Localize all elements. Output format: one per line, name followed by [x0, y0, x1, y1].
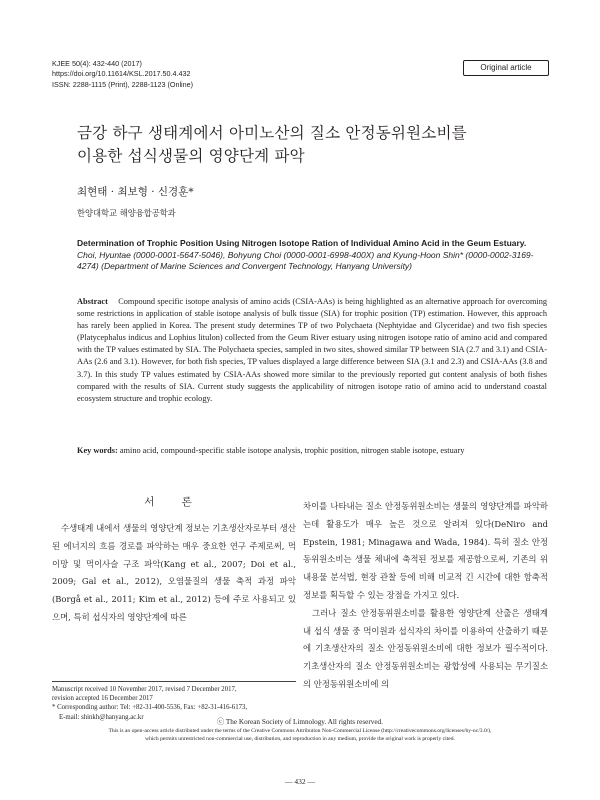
- korean-title: [77, 122, 537, 168]
- korean-authors: 최현태 · 최보형 · 신경훈*: [77, 186, 194, 198]
- doi-link[interactable]: https://doi.org/10.11614/KSL.2017.50.4.432: [52, 69, 191, 79]
- copyright-block: [52, 717, 548, 743]
- issn-line: ISSN: 2288-1115 (Print), 2288-1123 (Online): [52, 79, 194, 89]
- body-paragraph: 수생태계 내에서 생물의 영양단계 정보는 기초생산자로부터 생산된 에너지의 흐름 경로를 파악하는 매우 중요한 연구 주제로써, 먹이망 및 먹이사슬 구조 파악(Kang et al., 2007; Doi et al., 2009; Gal et al., 2012), 오염물질의 생물 축적 과정 파악(Borgå et al., 2011; Kim et al., 2012) 등에 주로 사용되고 있으며, 특히 섭식자의 영양단계에 따른: [52, 523, 296, 622]
- keywords-text: amino acid, compound-specific stable isotope analysis, trophic position, nitrogen stable isotope, estuary: [119, 446, 465, 455]
- body-right-column: [303, 498, 548, 694]
- english-affiliation: (Department of Marine Sciences and Convergent Technology, Hanyang University): [101, 261, 413, 271]
- copyright-notice: ⓒ The Korean Society of Limnology. All rights reserved.: [217, 718, 383, 726]
- license-text-line-2: which permits unrestricted non-commercial use, distribution, and reproduction in any medium, provide the original work is properly cited.: [145, 736, 455, 742]
- english-title: Determination of Trophic Position Using Nitrogen Isotope Ration of Individual Amino Acid in the Geum Estuary.: [77, 238, 527, 248]
- page-number: — 432 —: [285, 777, 315, 786]
- corresponding-author: * Corresponding author: Tel: +82-31-400-5536, Fax: +82-31-416-6173,: [52, 704, 248, 712]
- abstract-label: Abstract: [77, 297, 108, 306]
- english-title-block: [77, 238, 547, 273]
- english-authors: Choi, Hyuntae (0000-0001-5647-5046), Bohyung Choi (0000-0001-6998-400X) and Kyung-Hoon Shin* (0000-0002-3169-4274): [77, 249, 534, 271]
- article-type-badge: Original article: [463, 60, 549, 76]
- section-heading: 서 론: [144, 496, 204, 508]
- body-left-column: [52, 520, 296, 627]
- abstract: [77, 296, 547, 405]
- korean-title-line-1: 금강 하구 생태계에서 아미노산의 질소 안정동위원소비를: [77, 124, 467, 142]
- manuscript-received: Manuscript received 10 November 2017, revised 7 December 2017,: [52, 686, 237, 693]
- korean-affiliation: 한양대학교 해양융합공학과: [77, 208, 176, 218]
- keywords-label: Key words:: [77, 446, 118, 455]
- keywords: [77, 445, 547, 457]
- footnote-divider: [52, 681, 296, 682]
- journal-citation: KJEE 50(4): 432-440 (2017): [52, 59, 142, 68]
- revision-accepted: revision accepted 16 December 2017: [52, 695, 153, 703]
- abstract-text: Compound specific isotope analysis of amino acids (CSIA-AAs) is being highlighted as an alternative approach for overcoming some restrictions in application of stable isotope analysis of bulk tissue (SIA) for trophic position (TP) estimation. However, this approach has rarely been applied in Korea. The present study determines TP of two Polychaeta (Nephtyidae and Glyceridae) and two fish species (Platycephalus indicus and Lophius litulon) collected from the Geum River estuary using nitrogen isotope ratio of amino acid and compared with the TP values estimated by SIA. The Polychaeta species, sampled in two sites, showed similar TP between SIA (2.7 and 3.1) and CSIA-AAs (2.6 and 3.1). However, for both fish species, TP values displayed a large difference between SIA (3.1 and 2.3) and CSIA-AAs (3.8 and 3.7). In this study TP values estimated by CSIA-AAs showed more similar to the previously reported gut content analysis of both fishes compared with the results of SIA. Current study suggests the applicability of nitrogen isotope ratio of amino acid to understand coastal ecosystem structure and trophic ecology.: [77, 297, 547, 403]
- body-paragraph: 차이를 나타내는 질소 안정동위원소비는 생물의 영양단계를 파악하는데 활용도가 매우 높은 것으로 알려져 있다(DeNiro and Epstein, 1981; Minagawa and Wada, 1984). 특히 질소 안정동위원소비는 생물 체내에 축적된 정보를 제공함으로써, 기존의 위 내용물 분석법, 현장 관찰 등에 비해 비교적 긴 시간에 대한 함축적 정보를 획득할 수 있는 장점을 가지고 있다.: [303, 501, 548, 600]
- body-paragraph: 그러나 질소 안정동위원소비를 활용한 영양단계 산출은 생태계 내 섭식 생물 중 먹이원과 섭식자의 차이를 이용하여 산출하기 때문에 기초생산자의 질소 안정동위원소비에 대한 정보가 필수적이다. 기초생산자의 질소 안정동위원소비는 광합성에 사용되는 무기질소의 안정동위원소비에 의: [303, 607, 548, 689]
- author-email[interactable]: E-mail: shinkh@hanyang.ac.kr: [59, 713, 144, 721]
- license-text-line-1: This is an open-access article distributed under the terms of the Creative Commons Attribution Non-Commercial License (http://creativecommons.org/licenses/by-nc/3.0/),: [108, 728, 492, 734]
- journal-header: [52, 59, 193, 90]
- korean-title-line-2: 이용한 섭식생물의 영양단계 파악: [77, 147, 305, 165]
